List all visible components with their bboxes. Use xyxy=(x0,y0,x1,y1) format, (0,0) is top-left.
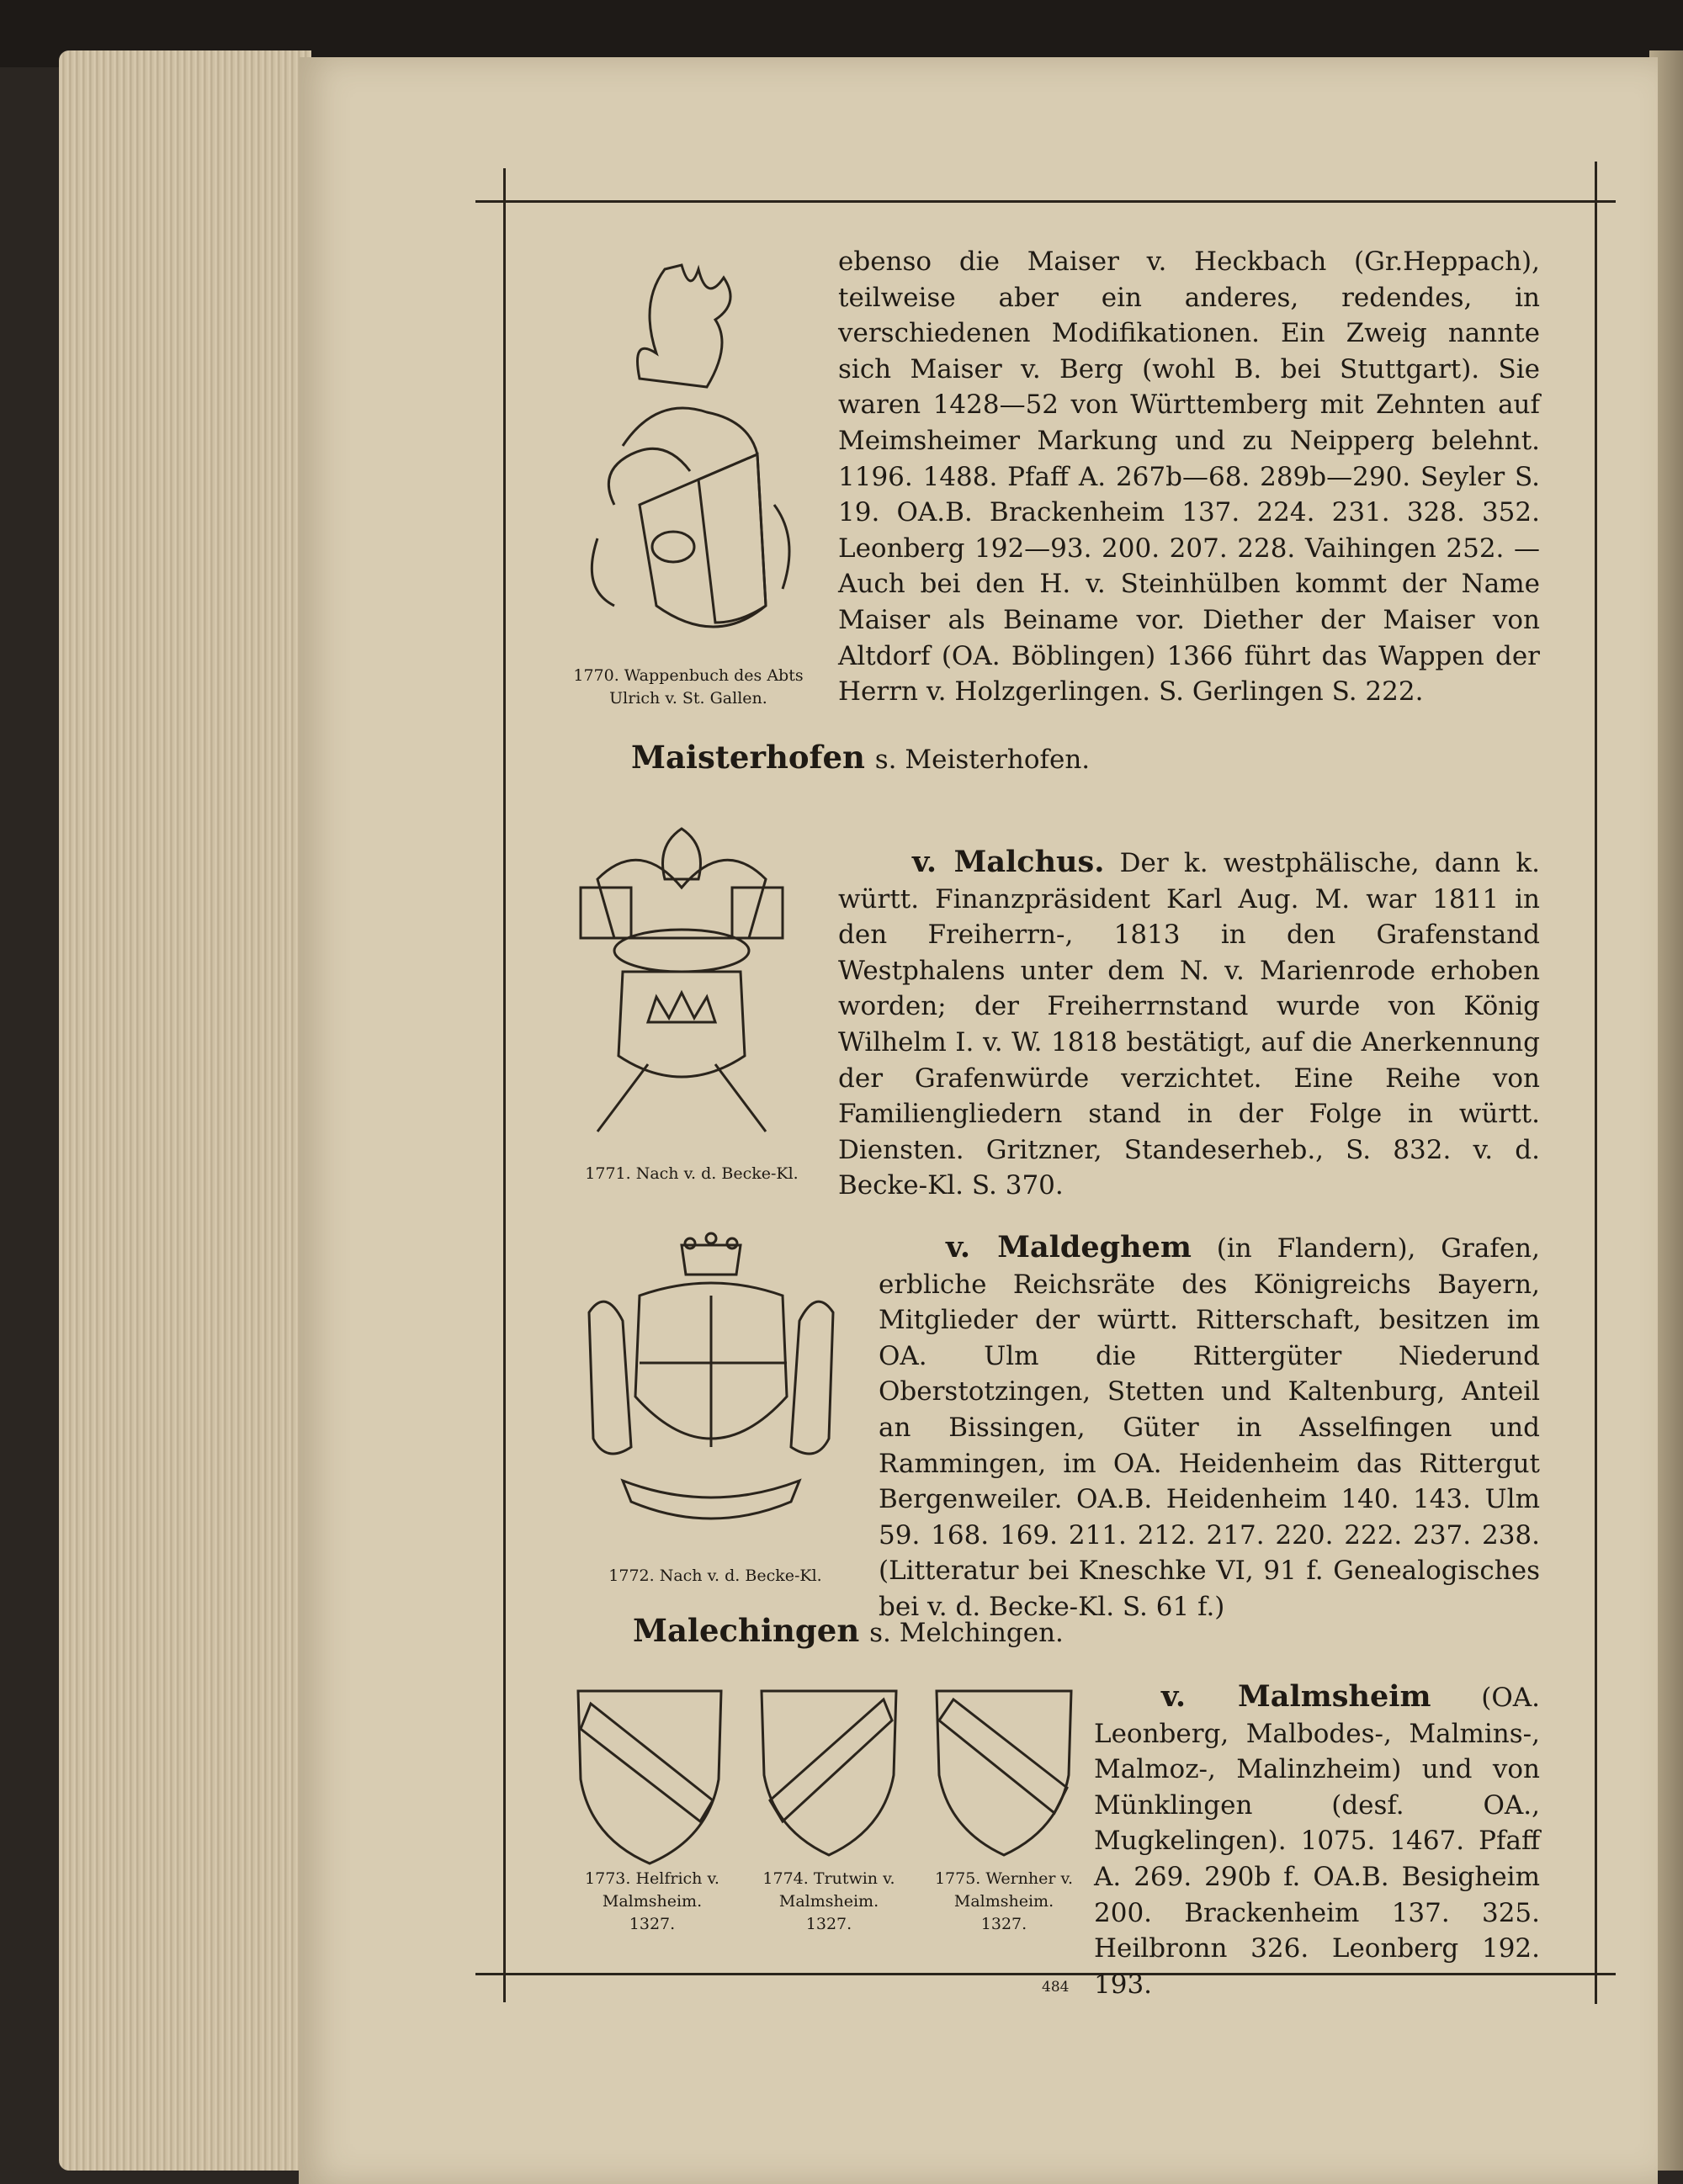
caption-1772: 1772. Nach v. d. Becke-Kl. xyxy=(608,1566,822,1585)
frame-rule-top xyxy=(475,200,1616,203)
entry-malechingen xyxy=(633,1612,1064,1649)
shield-1773 xyxy=(574,1687,725,1868)
entry-malmsheim xyxy=(1094,1679,1540,2002)
maisterhofen-reference: s. Meisterhofen. xyxy=(874,745,1091,775)
entry-malchus xyxy=(838,845,1540,1204)
maldeghem-body: (in Flandern), Grafen, erbliche Reichsräte des Königreichs Bayern, Mitglieder der württ. Ritterschaft, besitzen im OA. Ulm die Rittergüter Niederund Oberstotzingen, Stetten und Kaltenburg, Anteil an Bissingen, Güter in Asselfingen und Rammingen, im OA. Heidenheim das Rittergut Bergenweiler. OA.B. Heidenheim 140. 143. Ulm 59. 168. 169. 211. 212. 217. 220. 222. 237. 238. (Litteratur bei Kneschke VI, 91 f. Genealogisches bei v. d. Becke-Kl. S. 61 f.) xyxy=(879,1233,1540,1622)
entry-maldeghem xyxy=(879,1230,1540,1625)
book-page-edges xyxy=(59,50,311,2171)
caption-1770: 1770. Wappenbuch des Abts Ulrich v. St. Gallen. xyxy=(573,666,804,708)
caption-1774: 1774. Trutwin v. Malmsheim. 1327. xyxy=(762,1869,895,1933)
malechingen-heading: Malechingen xyxy=(633,1612,860,1649)
malchus-heading: v. Malchus. xyxy=(912,845,1105,879)
coat-of-arms-1770 xyxy=(564,252,816,656)
caption-1775: 1775. Wernher v. Malmsheim. 1327. xyxy=(934,1869,1074,1933)
shield-1775 xyxy=(932,1687,1075,1859)
malchus-body: Der k. westphälische, dann k. württ. Finanzpräsident Karl Aug. M. war 1811 in den Freiherrn-, 1813 in den Grafenstand Westphalens unter dem N. v. Marienrode erhoben worden; der Freiherrnstand wurde von König Wilhelm I. v. W. 1818 bestätigt, auf die Anerkennung der Grafenwürde verzichtet. Eine Reihe von Familiengliedern stand in der Folge in württ. Diensten. Gritzner, Standeserheb., S. 832. v. d. Becke-Kl. S. 370. xyxy=(838,848,1541,1201)
entry-maiser-continuation: ebenso die Maiser v. Heckbach (Gr.Heppach), teilweise aber ein anderes, redendes, in verschiedenen Modifikationen. Ein Zweig nannte sich Maiser v. Berg (wohl B. bei Stuttgart). Sie waren 1428—52 von Württemberg mit Zehnten auf Meimsheimer Markung und zu Neipperg belehnt. 1196. 1488. Pfaff A. 267b—68. 289b—290. Seyler S. 19. OA.B. Brackenheim 137. 224. 231. 328. 352. Leonberg 192—93. 200. 207. 228. Vaihingen 252. — Auch bei den H. v. Steinhülben kommt der Name Maiser als Beiname vor. Diether der Maiser von Altdorf (OA. Böblingen) 1366 führt das Wappen der Herrn v. Holzgerlingen. S. Gerlingen S. 222. xyxy=(838,246,1540,708)
coat-of-arms-1772 xyxy=(572,1228,850,1548)
frame-rule-left xyxy=(503,168,506,2002)
frame-rule-right xyxy=(1595,162,1597,2004)
maldeghem-heading: v. Maldeghem xyxy=(946,1230,1192,1264)
shield-1774 xyxy=(757,1687,900,1859)
malmsheim-body: (OA. Leonberg, Malbodes-, Malmins-, Malmoz-, Malinzheim) und von Münklingen (desf. OA., Mugkelingen). 1075. 1467. Pfaff A. 269. 290b f. OA.B. Besigheim 200. Brackenheim 137. 325. Heilbronn 326. Leonberg 192. 193. xyxy=(1094,1683,1541,2000)
entry-maisterhofen xyxy=(631,739,1090,776)
malechingen-reference: s. Melchingen. xyxy=(869,1618,1064,1648)
coat-of-arms-1771 xyxy=(564,812,799,1148)
caption-1771: 1771. Nach v. d. Becke-Kl. xyxy=(585,1164,799,1183)
malmsheim-heading: v. Malmsheim xyxy=(1161,1679,1431,1714)
caption-1773: 1773. Helfrich v. Malmsheim. 1327. xyxy=(585,1869,719,1933)
page-number: 484 xyxy=(1042,1979,1070,1996)
maisterhofen-heading: Maisterhofen xyxy=(631,739,865,776)
